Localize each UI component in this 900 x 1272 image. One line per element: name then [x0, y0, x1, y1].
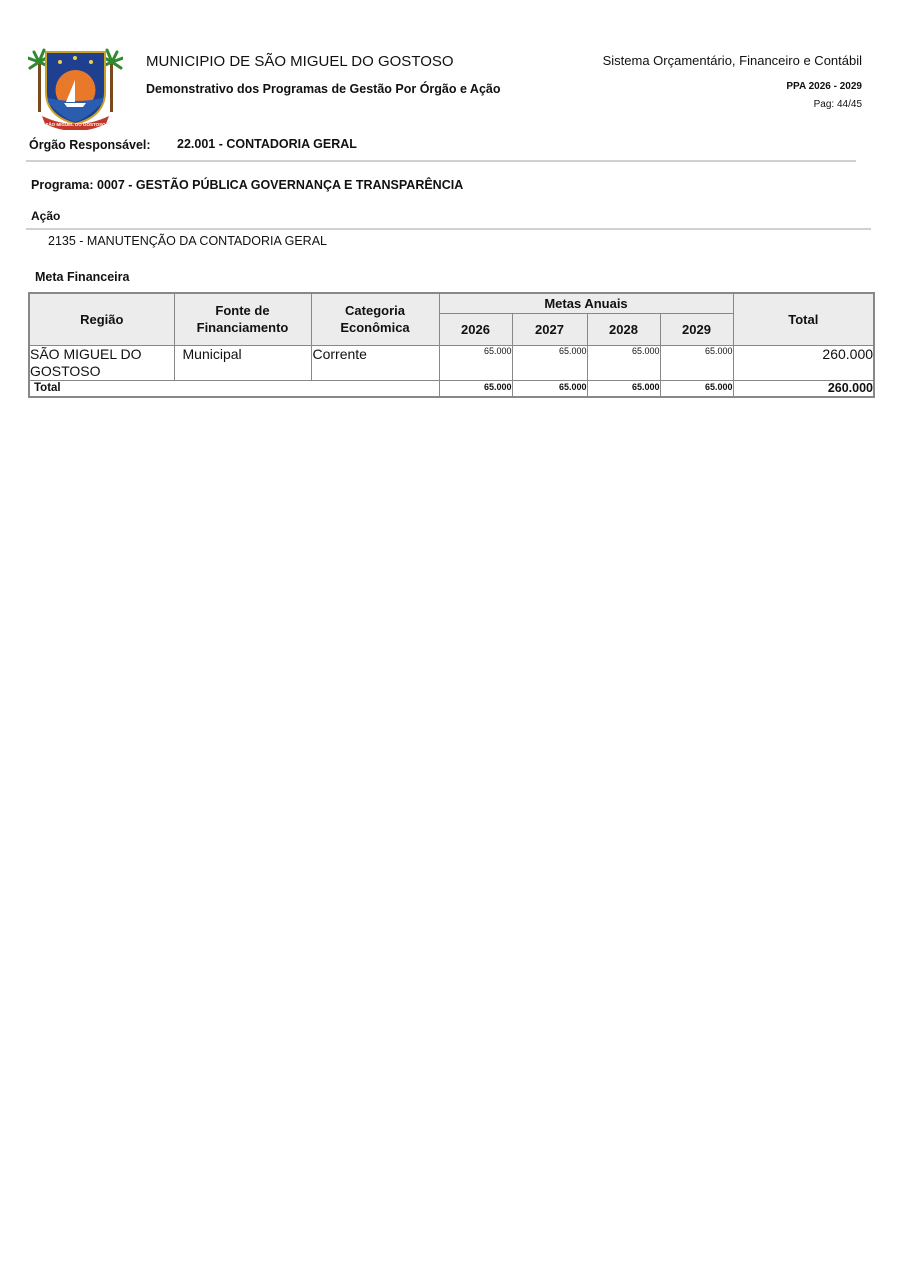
- cell-value: 65.000: [587, 345, 660, 380]
- header-regiao: Região: [29, 293, 174, 345]
- cell-fonte: Municipal: [174, 345, 311, 380]
- report-title: Demonstrativo dos Programas de Gestão Por Órgão e Ação: [146, 82, 501, 96]
- total-label: Total: [29, 380, 439, 397]
- acao-value: 2135 - MANUTENÇÃO DA CONTADORIA GERAL: [48, 234, 327, 248]
- cell-regiao: SÃO MIGUEL DO GOSTOSO: [29, 345, 174, 380]
- cell-value: 65.000: [439, 345, 512, 380]
- total-value: 65.000: [660, 380, 733, 397]
- sea-icon: [48, 98, 103, 122]
- orgao-value: 22.001 - CONTADORIA GERAL: [177, 137, 357, 151]
- municipal-coat-of-arms-logo: [28, 40, 123, 130]
- programa-title: Programa: 0007 - GESTÃO PÚBLICA GOVERNANÇA E TRANSPARÊNCIA: [31, 178, 464, 192]
- page-number: Pag: 44/45: [813, 99, 862, 110]
- system-name: Sistema Orçamentário, Financeiro e Contábil: [602, 53, 862, 68]
- table-row: [29, 345, 874, 380]
- meta-financeira-table: [28, 292, 875, 398]
- header-year: 2028: [587, 313, 660, 345]
- logo-ribbon-text: SÃO MIGUEL DO GOSTOSO: [45, 122, 106, 127]
- orgao-label: Órgão Responsável:: [29, 138, 151, 152]
- municipality-name: MUNICIPIO DE SÃO MIGUEL DO GOSTOSO: [146, 53, 454, 70]
- divider: [26, 228, 871, 230]
- header-total: Total: [733, 293, 874, 345]
- total-value: 65.000: [512, 380, 587, 397]
- header-year: 2029: [660, 313, 733, 345]
- header-categoria: Categoria Econômica: [311, 293, 439, 345]
- cell-categoria: Corrente: [311, 345, 439, 380]
- grand-total: 260.000: [733, 380, 874, 397]
- ppa-period: PPA 2026 - 2029: [786, 81, 862, 92]
- meta-financeira-label: Meta Financeira: [35, 270, 130, 284]
- acao-label: Ação: [31, 209, 61, 223]
- total-value: 65.000: [587, 380, 660, 397]
- header-fonte: Fonte de Financiamento: [174, 293, 311, 345]
- cell-total: 260.000: [733, 345, 874, 380]
- cell-value: 65.000: [512, 345, 587, 380]
- total-value: 65.000: [439, 380, 512, 397]
- cell-value: 65.000: [660, 345, 733, 380]
- header-year: 2026: [439, 313, 512, 345]
- divider: [26, 160, 856, 162]
- header-year: 2027: [512, 313, 587, 345]
- header-metas-anuais: Metas Anuais: [439, 293, 733, 313]
- total-row: [29, 380, 874, 397]
